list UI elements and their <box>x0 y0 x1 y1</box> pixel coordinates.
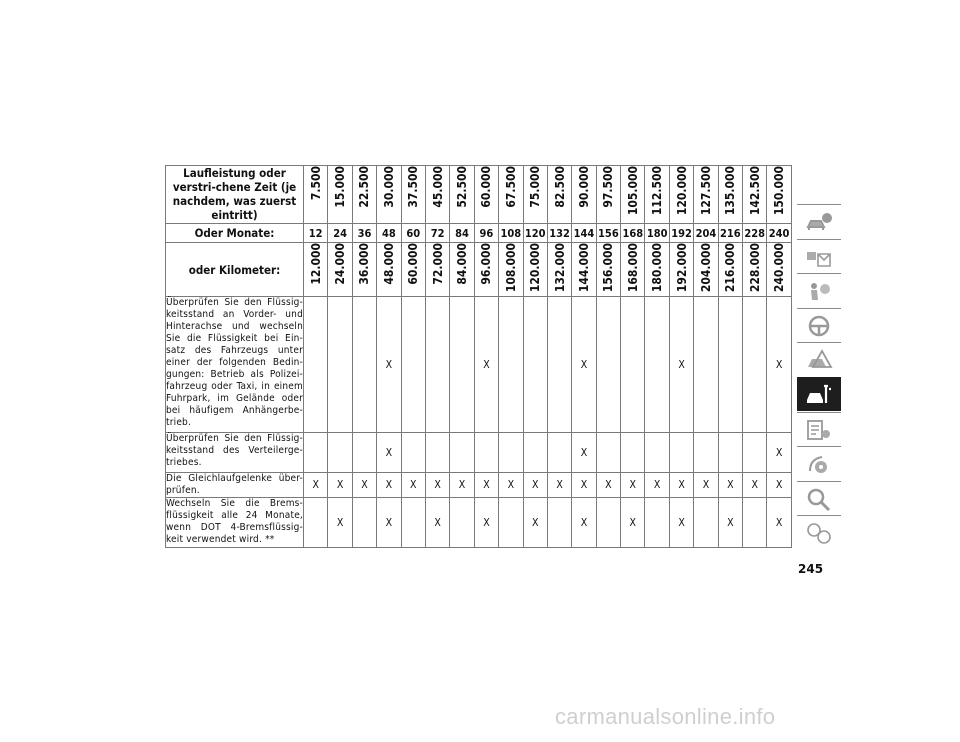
task-mark <box>596 297 620 433</box>
task-mark: X <box>450 473 474 498</box>
mileage-cell <box>694 166 718 224</box>
task-mark <box>743 297 767 433</box>
breakdown-icon <box>804 347 834 373</box>
sidebar-tab-languages[interactable] <box>797 515 841 550</box>
languages-icon <box>804 520 834 546</box>
page-number: 245 <box>798 562 824 576</box>
task-mark: X <box>377 473 401 498</box>
km-cell <box>743 243 767 297</box>
months-cell: 12 <box>304 224 328 243</box>
task-mark <box>523 297 547 433</box>
watermark: carmanualsonline.info <box>555 704 776 729</box>
months-cell: 84 <box>450 224 474 243</box>
task-mark <box>304 297 328 433</box>
task-mark <box>499 498 523 548</box>
task-mark <box>304 498 328 548</box>
task-mark <box>694 297 718 433</box>
mileage-cell-label: 67.500 <box>503 166 518 208</box>
task-mark <box>352 297 376 433</box>
task-mark: X <box>523 498 547 548</box>
task-mark: X <box>645 473 669 498</box>
task-mark <box>596 433 620 473</box>
mileage-cell <box>377 166 401 224</box>
mileage-cell <box>352 166 376 224</box>
km-cell-label: 156.000 <box>601 243 616 293</box>
task-mark: X <box>304 473 328 498</box>
task-mark: X <box>377 297 401 433</box>
sidebar-tab-index-search[interactable] <box>797 481 841 516</box>
sidebar-tab-multimedia[interactable] <box>797 446 841 481</box>
km-cell-label: 144.000 <box>576 243 591 293</box>
task-mark: X <box>474 473 498 498</box>
mileage-cell <box>474 166 498 224</box>
task-mark: X <box>474 297 498 433</box>
months-cell: 96 <box>474 224 498 243</box>
mileage-cell <box>621 166 645 224</box>
km-cell <box>304 243 328 297</box>
task-mark <box>694 498 718 548</box>
months-cell: 108 <box>499 224 523 243</box>
task-description: Wechseln Sie die Brems-flüssigkeit alle 24 Monate, wenn DOT 4-Bremsflüssig-keit verwendet wird. ** <box>166 498 304 548</box>
specifications-icon <box>804 417 834 443</box>
km-cell-label: 24.000 <box>333 243 348 285</box>
km-cell-label: 108.000 <box>503 243 518 293</box>
mileage-cell <box>425 166 449 224</box>
months-cell: 72 <box>425 224 449 243</box>
mileage-cell <box>669 166 693 224</box>
task-mark: X <box>572 498 596 548</box>
km-cell <box>377 243 401 297</box>
mileage-cell <box>718 166 742 224</box>
task-mark: X <box>547 473 571 498</box>
task-mark: X <box>718 498 742 548</box>
task-mark <box>694 433 718 473</box>
mileage-cell <box>328 166 352 224</box>
mileage-cell-label: 135.000 <box>723 166 738 216</box>
mileage-cell-label: 105.000 <box>625 166 640 216</box>
task-mark: X <box>377 498 401 548</box>
task-mark <box>352 433 376 473</box>
steering-wheel-icon <box>804 313 834 339</box>
task-mark: X <box>523 473 547 498</box>
km-cell <box>645 243 669 297</box>
task-mark <box>499 297 523 433</box>
task-mark <box>547 498 571 548</box>
months-cell: 48 <box>377 224 401 243</box>
task-mark: X <box>377 433 401 473</box>
sidebar-tab-service-maintenance[interactable] <box>797 377 841 411</box>
task-mark: X <box>621 498 645 548</box>
km-cell-label: 36.000 <box>357 243 372 285</box>
mileage-cell-label: 97.500 <box>601 166 616 208</box>
task-mark <box>401 297 425 433</box>
task-mark <box>621 297 645 433</box>
km-cell-label: 96.000 <box>479 243 494 285</box>
mileage-cell-label: 7.500 <box>308 166 323 201</box>
task-mark <box>547 433 571 473</box>
mileage-cell <box>645 166 669 224</box>
task-mark: X <box>401 473 425 498</box>
task-mark: X <box>572 297 596 433</box>
mileage-cell-label: 30.000 <box>381 166 396 208</box>
maintenance-schedule-table <box>165 165 792 548</box>
task-mark: X <box>425 498 449 548</box>
km-cell <box>694 243 718 297</box>
months-cell: 204 <box>694 224 718 243</box>
task-mark: X <box>767 498 791 548</box>
task-mark <box>450 297 474 433</box>
task-description: Überprüfen Sie den Flüssig-keitsstand des Verteilerge-triebes. <box>166 433 304 473</box>
km-cell <box>547 243 571 297</box>
mileage-cell-label: 75.000 <box>528 166 543 208</box>
service-maintenance-icon <box>804 381 834 407</box>
task-mark: X <box>596 473 620 498</box>
km-cell <box>474 243 498 297</box>
task-mark <box>645 498 669 548</box>
mileage-cell-label: 45.000 <box>430 166 445 208</box>
sidebar-tab-safety-airbag[interactable] <box>797 273 841 308</box>
months-cell: 156 <box>596 224 620 243</box>
km-header: oder Kilometer: <box>166 243 304 297</box>
km-cell <box>669 243 693 297</box>
km-cell <box>401 243 425 297</box>
task-mark: X <box>669 473 693 498</box>
km-cell <box>596 243 620 297</box>
months-cell: 120 <box>523 224 547 243</box>
km-cell-label: 120.000 <box>528 243 543 293</box>
task-description: Überprüfen Sie den Flüssig-keitsstand an Vorder- und Hinterachse und wechseln Sie die Flüssigkeit bei Ein-satz des Fahrzeugs unter einer der folgenden Bedin-gungen: Betrieb als Polizei-fahrzeug oder Taxi, in einem Fuhrpark, im Gelände oder bei häufigem Anhängerbe-trieb. <box>166 297 304 433</box>
index-search-icon <box>804 486 834 512</box>
km-cell <box>718 243 742 297</box>
mileage-cell-label: 60.000 <box>479 166 494 208</box>
mileage-cell <box>596 166 620 224</box>
task-description: Die Gleichlaufgelenke über-prüfen. <box>166 473 303 497</box>
months-cell: 240 <box>767 224 791 243</box>
km-cell-label: 168.000 <box>625 243 640 293</box>
multimedia-icon <box>804 451 834 477</box>
task-mark: X <box>425 473 449 498</box>
task-mark <box>718 433 742 473</box>
km-cell-label: 132.000 <box>552 243 567 293</box>
km-cell <box>523 243 547 297</box>
task-mark: X <box>328 473 352 498</box>
task-mark <box>474 433 498 473</box>
task-mark <box>401 498 425 548</box>
task-mark <box>596 498 620 548</box>
months-cell: 24 <box>328 224 352 243</box>
months-cell: 216 <box>718 224 742 243</box>
km-cell-label: 228.000 <box>747 243 762 293</box>
months-header: Oder Monate: <box>166 224 304 243</box>
mileage-cell-label: 142.500 <box>747 166 762 216</box>
task-mark: X <box>767 433 791 473</box>
task-mark: X <box>572 433 596 473</box>
task-mark <box>718 297 742 433</box>
months-cell: 132 <box>547 224 571 243</box>
task-mark <box>425 297 449 433</box>
task-mark: X <box>352 473 376 498</box>
task-mark: X <box>767 473 791 498</box>
task-mark <box>425 433 449 473</box>
task-mark <box>645 297 669 433</box>
car-info-icon <box>804 209 834 235</box>
safety-airbag-icon <box>804 278 834 304</box>
task-mark: X <box>694 473 718 498</box>
task-mark <box>743 433 767 473</box>
task-mark <box>328 297 352 433</box>
task-mark <box>621 433 645 473</box>
task-mark: X <box>328 498 352 548</box>
mileage-cell-label: 112.500 <box>650 166 665 216</box>
mileage-cell-label: 82.500 <box>552 166 567 208</box>
sidebar-tab-car-info[interactable] <box>797 204 841 239</box>
mileage-cell-label: 90.000 <box>576 166 591 208</box>
sidebar-tab-steering-wheel[interactable] <box>797 308 841 343</box>
sidebar-tab-breakdown[interactable] <box>797 342 841 377</box>
mileage-cell <box>401 166 425 224</box>
task-mark: X <box>499 473 523 498</box>
warning-messages-icon <box>804 244 834 270</box>
months-cell: 228 <box>743 224 767 243</box>
task-mark <box>450 433 474 473</box>
task-mark <box>547 297 571 433</box>
mileage-cell <box>450 166 474 224</box>
sidebar-tab-specifications[interactable] <box>797 412 841 447</box>
mileage-cell-label: 15.000 <box>333 166 348 208</box>
km-cell-label: 12.000 <box>308 243 323 285</box>
months-cell: 180 <box>645 224 669 243</box>
task-mark <box>401 433 425 473</box>
mileage-cell <box>547 166 571 224</box>
km-cell <box>450 243 474 297</box>
mileage-header: Laufleistung oder verstri-chene Zeit (je nachdem, was zuerst eintritt) <box>166 166 304 224</box>
task-mark: X <box>767 297 791 433</box>
mileage-cell <box>572 166 596 224</box>
months-cell: 36 <box>352 224 376 243</box>
task-mark <box>499 433 523 473</box>
km-cell-label: 48.000 <box>381 243 396 285</box>
km-cell-label: 180.000 <box>650 243 665 293</box>
sidebar-tab-warning-messages[interactable] <box>797 239 841 274</box>
months-cell: 168 <box>621 224 645 243</box>
mileage-cell-label: 37.500 <box>406 166 421 208</box>
km-cell-label: 192.000 <box>674 243 689 293</box>
km-cell <box>352 243 376 297</box>
task-mark <box>450 498 474 548</box>
mileage-cell <box>304 166 328 224</box>
task-mark: X <box>743 473 767 498</box>
mileage-cell-label: 120.000 <box>674 166 689 216</box>
task-mark: X <box>572 473 596 498</box>
task-mark <box>523 433 547 473</box>
mileage-cell-label: 52.500 <box>455 166 470 208</box>
task-mark: X <box>474 498 498 548</box>
task-mark <box>645 433 669 473</box>
task-mark: X <box>669 297 693 433</box>
km-cell-label: 84.000 <box>455 243 470 285</box>
km-cell-label: 72.000 <box>430 243 445 285</box>
task-mark: X <box>718 473 742 498</box>
months-cell: 192 <box>669 224 693 243</box>
task-mark <box>352 498 376 548</box>
km-cell <box>767 243 791 297</box>
mileage-cell <box>767 166 791 224</box>
mileage-cell <box>499 166 523 224</box>
task-mark <box>328 433 352 473</box>
km-cell <box>425 243 449 297</box>
km-cell <box>328 243 352 297</box>
months-cell: 60 <box>401 224 425 243</box>
km-cell <box>572 243 596 297</box>
km-cell <box>499 243 523 297</box>
task-mark: X <box>621 473 645 498</box>
months-cell: 144 <box>572 224 596 243</box>
km-cell-label: 216.000 <box>723 243 738 293</box>
km-cell-label: 240.000 <box>772 243 787 293</box>
mileage-cell-label: 22.500 <box>357 166 372 208</box>
mileage-cell-label: 127.500 <box>698 166 713 216</box>
task-mark <box>669 433 693 473</box>
task-mark <box>304 433 328 473</box>
mileage-cell <box>743 166 767 224</box>
task-mark: X <box>669 498 693 548</box>
km-cell-label: 60.000 <box>406 243 421 285</box>
mileage-cell <box>523 166 547 224</box>
km-cell-label: 204.000 <box>698 243 713 293</box>
km-cell <box>621 243 645 297</box>
mileage-cell-label: 150.000 <box>772 166 787 216</box>
task-mark <box>743 498 767 548</box>
